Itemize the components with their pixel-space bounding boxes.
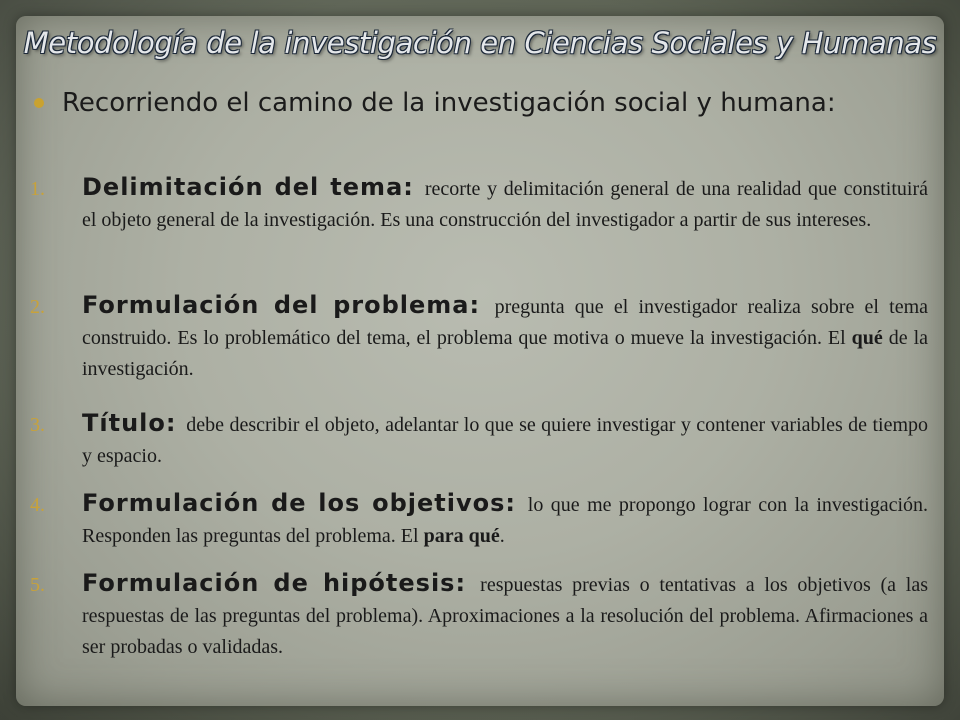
item-text-end: .	[499, 525, 505, 547]
item-number: 3.	[30, 414, 45, 436]
item-separator: :	[165, 409, 187, 437]
item-heading: Delimitación del tema	[82, 173, 404, 201]
item-separator: :	[403, 173, 425, 201]
item-text: recorte y delimitación general de una realidad que constituirá el objeto general de la investigación. Es una construcción del investigador a partir de sus intereses.	[82, 178, 928, 231]
item-heading: Formulación del problema	[82, 291, 470, 319]
list-item	[30, 568, 928, 663]
item-separator: :	[455, 569, 481, 597]
item-heading: Formulación de los objetivos	[82, 489, 506, 517]
item-emphasis: para qué	[423, 525, 500, 547]
item-number: 2.	[30, 296, 45, 318]
item-text: respuestas previas o tentativas a los objetivos (a las respuestas de las preguntas del problema). Aproximaciones a la resolución del problema. Afirmaciones a ser probadas o validadas.	[82, 574, 928, 658]
item-number: 1.	[30, 178, 45, 200]
item-separator: :	[505, 489, 528, 517]
item-body	[82, 488, 928, 552]
item-body	[82, 172, 928, 236]
item-text: pregunta que el investigador realiza sobre el tema construido. Es lo problemático del tema, el problema que motiva o mueve la investigación. El	[82, 296, 929, 349]
item-body	[82, 408, 928, 472]
list-item	[30, 172, 928, 236]
intro-bullet	[34, 84, 854, 122]
item-text-end: de la investigación.	[82, 327, 928, 380]
item-emphasis: qué	[851, 327, 883, 349]
list-item	[30, 488, 928, 552]
item-heading: Formulación de hipótesis	[82, 569, 456, 597]
item-text: debe describir el objeto, adelantar lo que se quiere investigar y contener variables de tiempo y espacio.	[82, 414, 929, 467]
item-body	[82, 568, 928, 663]
item-number: 4.	[30, 494, 45, 516]
intro-text: Recorriendo el camino de la investigación social y humana:	[62, 88, 836, 118]
item-body	[82, 290, 928, 385]
item-number: 5.	[30, 574, 45, 596]
item-text: lo que me propongo lograr con la investigación. Responden las preguntas del problema. El	[82, 494, 929, 547]
item-separator: :	[469, 291, 495, 319]
bullet-dot-icon	[34, 98, 44, 108]
item-heading: Título	[82, 409, 166, 437]
slide-title: Metodología de la investigación en Ciencias Sociales y Humanas	[23, 26, 937, 60]
list-item	[30, 408, 928, 472]
list-item	[30, 290, 928, 385]
